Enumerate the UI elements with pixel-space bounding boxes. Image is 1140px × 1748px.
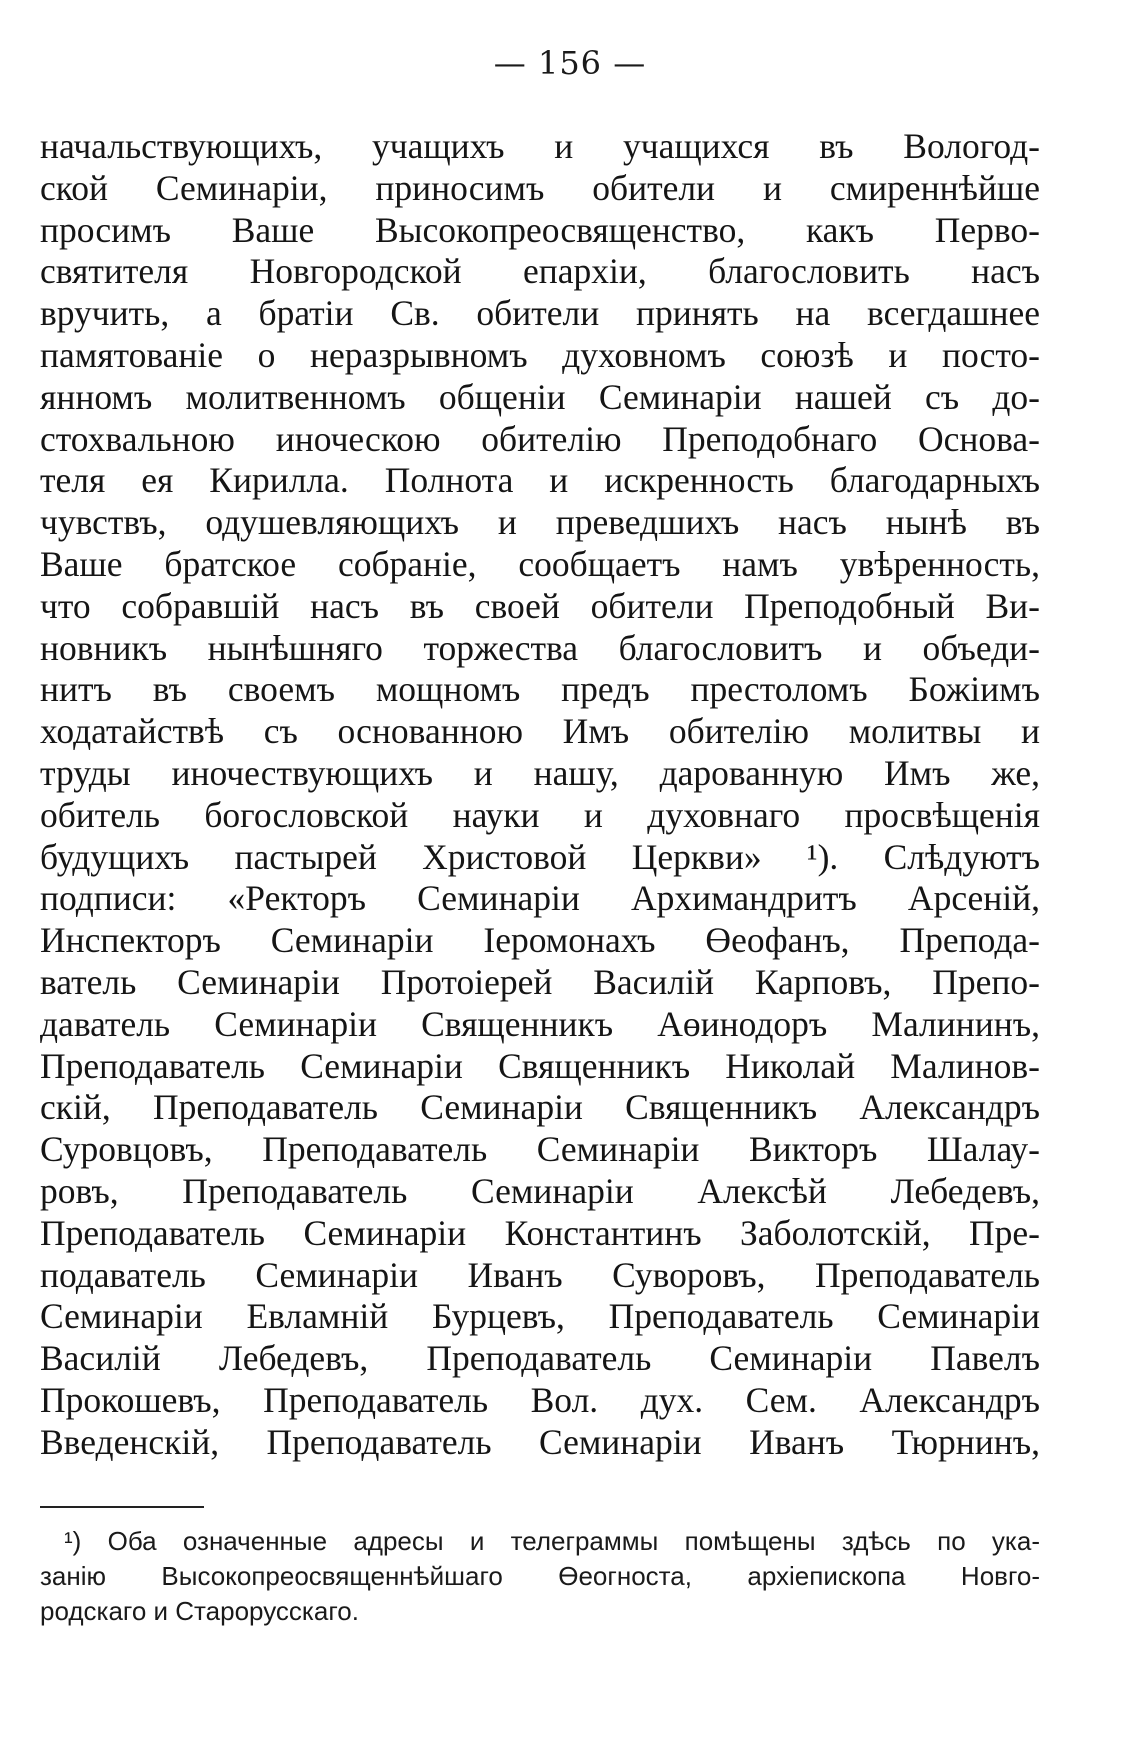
text-line: стохвальною иноческою обителію Преподобнаго Основа- [40, 418, 1040, 459]
footnote-line: родскаго и Старорусскаго. [40, 1596, 359, 1626]
text-line: Введенскій, Преподаватель Семинаріи Иванъ Тюрнинъ, [40, 1421, 1040, 1462]
text-line: ской Семинаріи, приносимъ обители и смиреннѣйше [40, 167, 1040, 208]
text-line: Суровцовъ, Преподаватель Семинаріи Викторъ Шалау- [40, 1129, 1040, 1170]
text-line: новникъ нынѣшняго торжества благословитъ и объеди- [40, 627, 1040, 668]
text-line: Инспекторъ Семинаріи Іеромонахъ Өеофанъ, Препода- [40, 920, 1040, 961]
text-line: даватель Семинаріи Священникъ Аөинодоръ Малининъ, [40, 1003, 1040, 1044]
text-line: теля ея Кирилла. Полнота и искренность благодарныхъ [40, 460, 1040, 501]
footnote-line: занію Высокопреосвященнѣйшаго Өеогноста, архіепископа Новго- [40, 1561, 1040, 1591]
text-line: ходатайствѣ съ основанною Имъ обителію молитвы и [40, 711, 1040, 752]
text-line: Семинаріи Евламній Бурцевъ, Преподаватель Семинаріи [40, 1296, 1040, 1337]
text-line: Василій Лебедевъ, Преподаватель Семинаріи Павелъ [40, 1338, 1040, 1379]
footnote-line: ¹) Оба означенные адресы и телеграммы помѣщены здѣсь по ука- [64, 1526, 1040, 1556]
footnote-divider [40, 1506, 204, 1508]
text-line: просимъ Ваше Высокопреосвященство, какъ Перво- [40, 209, 1040, 250]
text-line: труды иночествующихъ и нашу, дарованную Имъ же, [40, 752, 1040, 793]
text-line: ватель Семинаріи Протоіерей Василій Карповъ, Препо- [40, 961, 1040, 1002]
text-line: чувствъ, одушевляющихъ и преведшихъ насъ нынѣ въ [40, 502, 1040, 543]
text-line: Преподаватель Семинаріи Константинъ Заболотскій, Пре- [40, 1212, 1040, 1253]
text-line: памятованіе о неразрывномъ духовномъ союзѣ и посто- [40, 334, 1040, 375]
text-line: Прокошевъ, Преподаватель Вол. дух. Сем. Александръ [40, 1379, 1040, 1420]
body-text [40, 126, 1040, 1464]
text-line: святителя Новгородской епархіи, благословить насъ [40, 251, 1040, 292]
text-line: что собравшій насъ въ своей обители Преподобный Ви- [40, 585, 1040, 626]
text-line: будущихъ пастырей Христовой Церкви» ¹). Слѣдуютъ [40, 836, 1040, 877]
page-number: — 156 — [493, 44, 647, 82]
text-line: подаватель Семинаріи Иванъ Суворовъ, Преподаватель [40, 1254, 1040, 1295]
text-line: подписи: «Ректоръ Семинаріи Архимандритъ Арсеній, [40, 878, 1040, 919]
text-line: Ваше братское собраніе, сообщаетъ намъ увѣренность, [40, 543, 1040, 584]
text-line: Преподаватель Семинаріи Священникъ Николай Малинов- [40, 1045, 1040, 1086]
footnote [40, 1524, 1040, 1629]
text-line: скій, Преподаватель Семинаріи Священникъ Александръ [40, 1087, 1040, 1128]
text-line: вручить, а братіи Св. обители принять на всегдашнее [40, 293, 1040, 334]
text-line: янномъ молитвенномъ общеніи Семинаріи нашей съ до- [40, 376, 1040, 417]
text-line: начальствующихъ, учащихъ и учащихся въ Вологод- [40, 126, 1040, 166]
text-line: нитъ въ своемъ мощномъ предъ престоломъ Божіимъ [40, 669, 1040, 710]
text-line: обитель богословской науки и духовнаго просвѣщенія [40, 794, 1040, 835]
text-line: ровъ, Преподаватель Семинаріи Алексѣй Лебедевъ, [40, 1170, 1040, 1211]
